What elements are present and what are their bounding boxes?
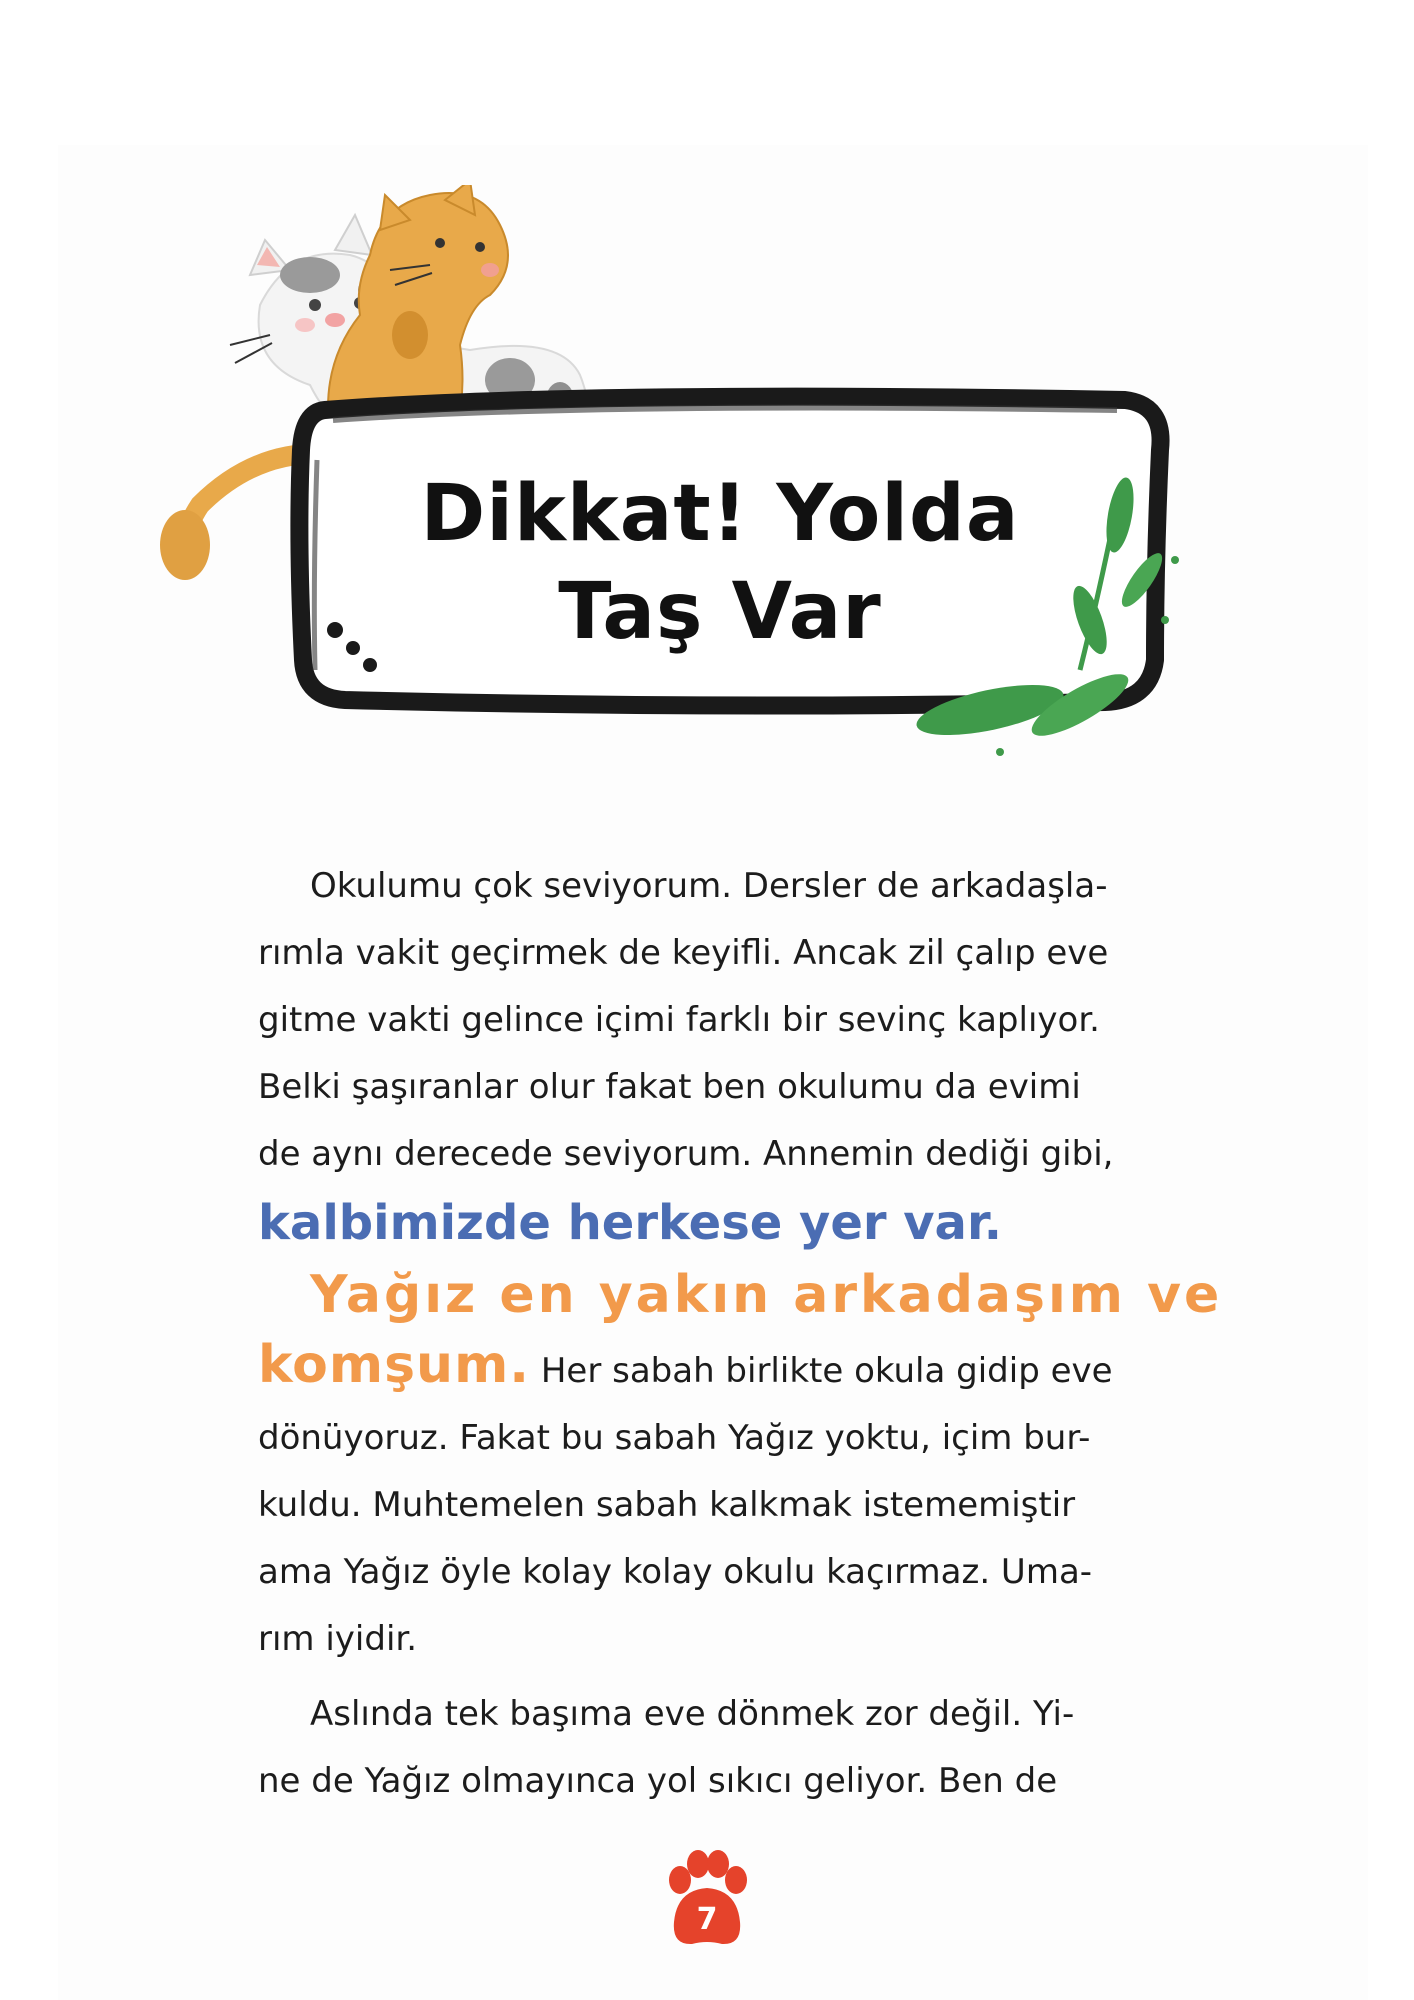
- text-line: [258, 1332, 1178, 1405]
- text-line: Belki şaşıranlar olur fakat ben okulumu da evimi: [258, 1067, 1081, 1107]
- text-line: Aslında tek başıma eve dönmek zor değil. Yi-: [310, 1694, 1075, 1734]
- chapter-title-line1: Dikkat! Yolda: [420, 469, 1020, 559]
- text-line: dönüyoruz. Fakat bu sabah Yağız yoktu, içim bur-: [258, 1418, 1091, 1458]
- text-line: Okulumu çok seviyorum. Dersler de arkadaşla-: [310, 866, 1108, 906]
- text-line: rım iyidir.: [258, 1619, 418, 1659]
- highlight-phrase-orange: Yağız en yakın arkadaşım ve: [310, 1265, 1223, 1325]
- chapter-title: [330, 465, 1110, 661]
- text-line: ama Yağız öyle kolay kolay okulu kaçırmaz. Uma-: [258, 1552, 1093, 1592]
- highlight-phrase-blue: kalbimizde herkese yer var.: [258, 1195, 1002, 1251]
- text-line: gitme vakti gelince içimi farklı bir sevinç kaplıyor.: [258, 1000, 1100, 1040]
- text-fragment: Her sabah birlikte okula gidip eve: [540, 1351, 1113, 1391]
- chapter-title-line2: Taş Var: [558, 567, 882, 657]
- paragraph-gap: [258, 1673, 1178, 1681]
- highlight-word-orange: komşum.: [258, 1335, 531, 1395]
- text-line: rımla vakit geçirmek de keyifli. Ancak zil çalıp eve: [258, 933, 1109, 973]
- story-text: [258, 853, 1223, 1815]
- page-number: 7: [696, 1902, 718, 1937]
- text-line: de aynı derecede seviyorum. Annemin dediği gibi,: [258, 1134, 1114, 1174]
- text-line: kuldu. Muhtemelen sabah kalkmak istememiştir: [258, 1485, 1076, 1525]
- text-line: ne de Yağız olmayınca yol sıkıcı geliyor. Ben de: [258, 1761, 1058, 1801]
